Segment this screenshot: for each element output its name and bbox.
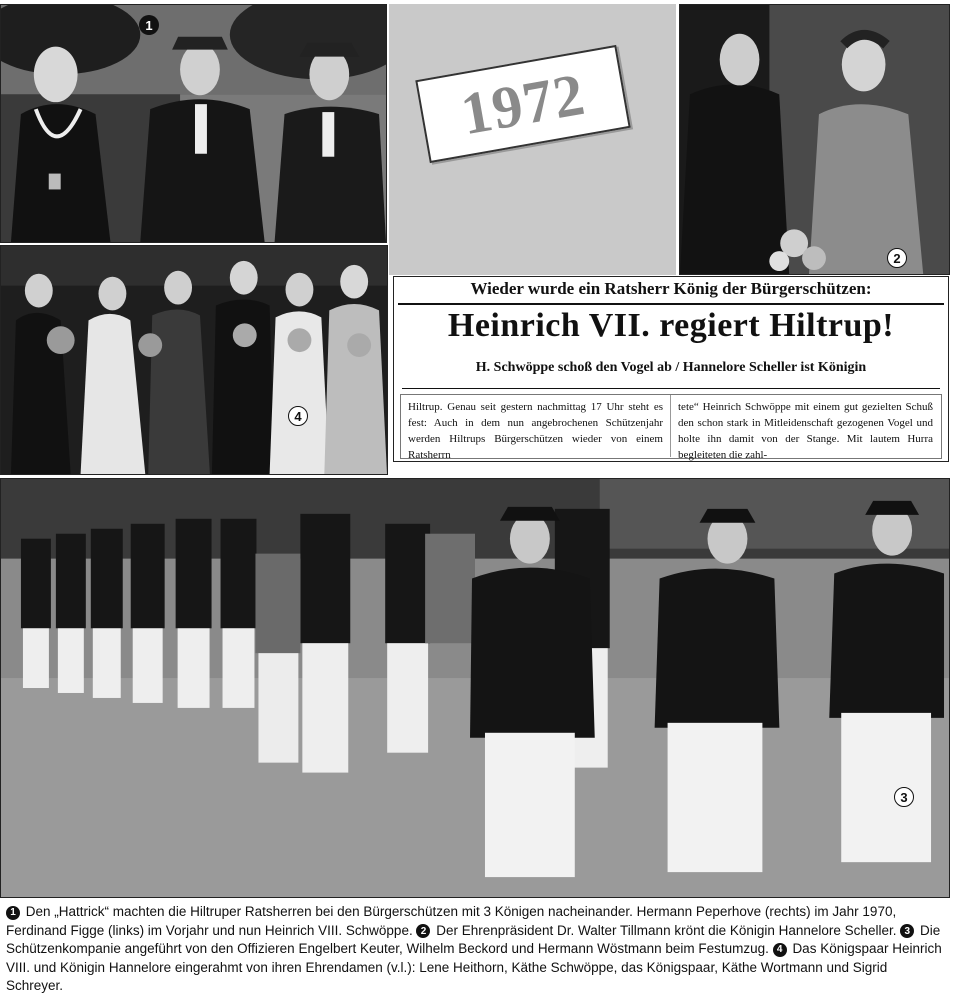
photo-three-councilmen	[0, 4, 387, 243]
photo-marker-1: 1	[139, 15, 159, 35]
photo-marker-4: 4	[288, 406, 308, 426]
article-kicker: Wieder wurde ein Ratsherr König der Bürgerschützen:	[470, 279, 872, 298]
caption-2: Der Ehrenpräsident Dr. Walter Tillmann krönt die Königin Hannelore Scheller.	[436, 922, 897, 938]
caption-1: Den „Hattrick“ machten die Hiltruper Ratsherren bei den Bürgerschützen mit 3 Königen nacheinander. Hermann Peperhove (rechts) im Jahr 1970, Ferdinand Figge (links) im Vorjahr und nun Heinrich VIII. Schwöppe.	[6, 904, 897, 938]
year-panel	[389, 4, 676, 275]
year-label: 1972	[456, 60, 590, 147]
caption-marker-3: 3	[900, 924, 914, 938]
photo-marker-3: 3	[894, 787, 914, 807]
caption-3: Die Schützenkompanie angeführt von den Offizieren Engelbert Keuter, Wilhelm Beckord und Hermann Wöstmann beim Festumzug.	[6, 922, 941, 956]
kicker-rule	[398, 303, 944, 305]
photo-parade	[0, 478, 950, 898]
article-column-1: Hiltrup. Genau seit gestern nachmittag 17 Uhr steht es fest: Auch in dem nun angebrochenen Schützenjahr werden Hiltrups Bürgerschützen wieder von einem Ratsherrn	[408, 401, 663, 461]
year-label-box	[415, 45, 630, 163]
caption-marker-2: 2	[416, 924, 430, 938]
article-headline: Heinrich VII. regiert Hiltrup!	[447, 307, 895, 344]
photo-royal-couple-with-ladies	[0, 245, 388, 475]
photo-captions	[6, 903, 948, 996]
newspaper-clipping	[393, 276, 949, 462]
photo-crowning-queen	[679, 4, 950, 275]
caption-4: Das Königspaar Heinrich VIII. und Königin Hannelore eingerahmt von ihren Ehrendamen (v.l.): Lene Heithorn, Käthe Schwöppe, das Königspaar, Käthe Wortmann und Sigrid Schreyer.	[6, 941, 942, 993]
subhead-rule	[402, 388, 940, 389]
photo-marker-2: 2	[887, 248, 907, 268]
caption-marker-4: 4	[773, 943, 787, 957]
article-subhead: H. Schwöppe schoß den Vogel ab / Hannelore Scheller ist Königin	[475, 360, 867, 375]
caption-marker-1: 1	[6, 906, 20, 920]
column-divider	[670, 395, 671, 457]
article-column-2: tete“ Heinrich Schwöppe mit einem gut gezielten Schuß den schon stark in Mitleidenschaft gezogenen Vogel und holte ihn damit von der Stange. Mit lautem Hurra begleiteten die zahl-	[678, 401, 933, 461]
